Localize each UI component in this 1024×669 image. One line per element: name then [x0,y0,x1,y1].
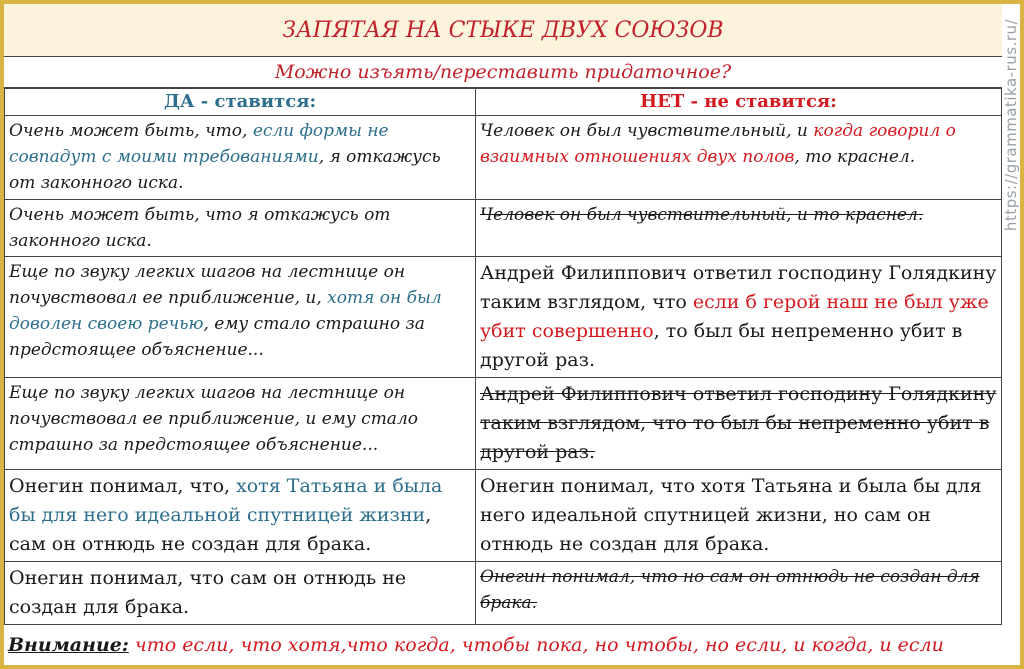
cell-yes [5,257,476,378]
cell-text-segment: хотя он был доволен своею речью [9,288,442,334]
content [4,4,1002,665]
cell-text-segment: Очень может быть, что я откажусь от законного иска. [9,205,391,251]
header-no: НЕТ - не ставится: [476,89,1002,116]
cell-text-segment: , сам он отнюдь не создан для брака. [9,504,432,555]
cell-text-segment: Андрей Филиппович ответил господину Голядкину таким взглядом, что то был бы непременно убит в другой раз. [480,383,997,463]
cell-no [476,562,1002,625]
question-row [4,57,1002,88]
cell-text-segment: , то был бы непременно убит в другой раз. [480,320,963,371]
cell-text-segment: , я откажусь от законного иска. [9,147,441,193]
table-header-row [5,89,1002,116]
question-text: Можно изъять/переставить придаточное? [274,61,732,83]
cell-text-segment: , ему стало страшно за предстоящее объяснение... [9,314,425,360]
notice-label: Внимание: [8,634,129,656]
table-row [5,562,1002,625]
rules-table [4,88,1002,625]
cell-no [476,470,1002,562]
table-body [5,116,1002,625]
cell-no [476,257,1002,378]
watermark [1000,0,1022,250]
cell-text-segment: когда говорил о взаимных отношениях двух полов [480,121,956,167]
cell-no [476,116,1002,200]
cell-text-segment: , то краснел. [794,147,916,167]
notice [4,625,1002,665]
cell-text-segment: если б герой наш не был уже убит совершенно [480,291,989,342]
cell-text-segment: Онегин понимал, что, [9,475,237,497]
cell-text-segment: хотя Татьяна и была бы для него идеальной спутницей жизни [9,475,443,526]
header-yes: ДА - ставится: [5,89,476,116]
table-row [5,378,1002,470]
table-row [5,200,1002,257]
cell-text-segment: Еще по звуку легких шагов на лестнице он почувствовал ее приближение, и, [9,262,406,308]
notice-text: что если, что хотя,что когда, чтобы пока, но чтобы, но если, и когда, и если [134,634,944,656]
title-bar [4,4,1002,57]
cell-no [476,378,1002,470]
cell-yes [5,116,476,200]
cell-text-segment: Человек он был чувствительный, и то краснел. [480,205,924,225]
cell-text-segment: Очень может быть, что, [9,121,253,141]
page-title: ЗАПЯТАЯ НА СТЫКЕ ДВУХ СОЮЗОВ [282,17,724,43]
watermark-text: https://grammatika-rus.ru/ [1002,18,1020,232]
cell-yes [5,378,476,470]
table-row [5,470,1002,562]
cell-yes [5,562,476,625]
cell-yes [5,200,476,257]
cell-yes [5,470,476,562]
cell-text-segment: Онегин понимал, что хотя Татьяна и была бы для него идеальной спутницей жизни, но сам он отнюдь не создан для брака. [480,475,982,555]
cell-text-segment: Онегин понимал, что сам он отнюдь не создан для брака. [9,567,407,618]
cell-text-segment: Еще по звуку легких шагов на лестнице он почувствовал ее приближение, и ему стало страшно за предстоящее объяснение... [9,383,419,455]
cell-text-segment: Андрей Филиппович ответил господину Голядкину таким взглядом, что [480,262,997,313]
cell-no [476,200,1002,257]
table-row [5,116,1002,200]
cell-text-segment: Человек он был чувствительный, и [480,121,814,141]
cell-text-segment: если формы не совпадут с моими требованиями [9,121,389,167]
table-row [5,257,1002,378]
cell-text-segment: Онегин понимал, что но сам он отнюдь не создан для брака. [480,567,980,613]
